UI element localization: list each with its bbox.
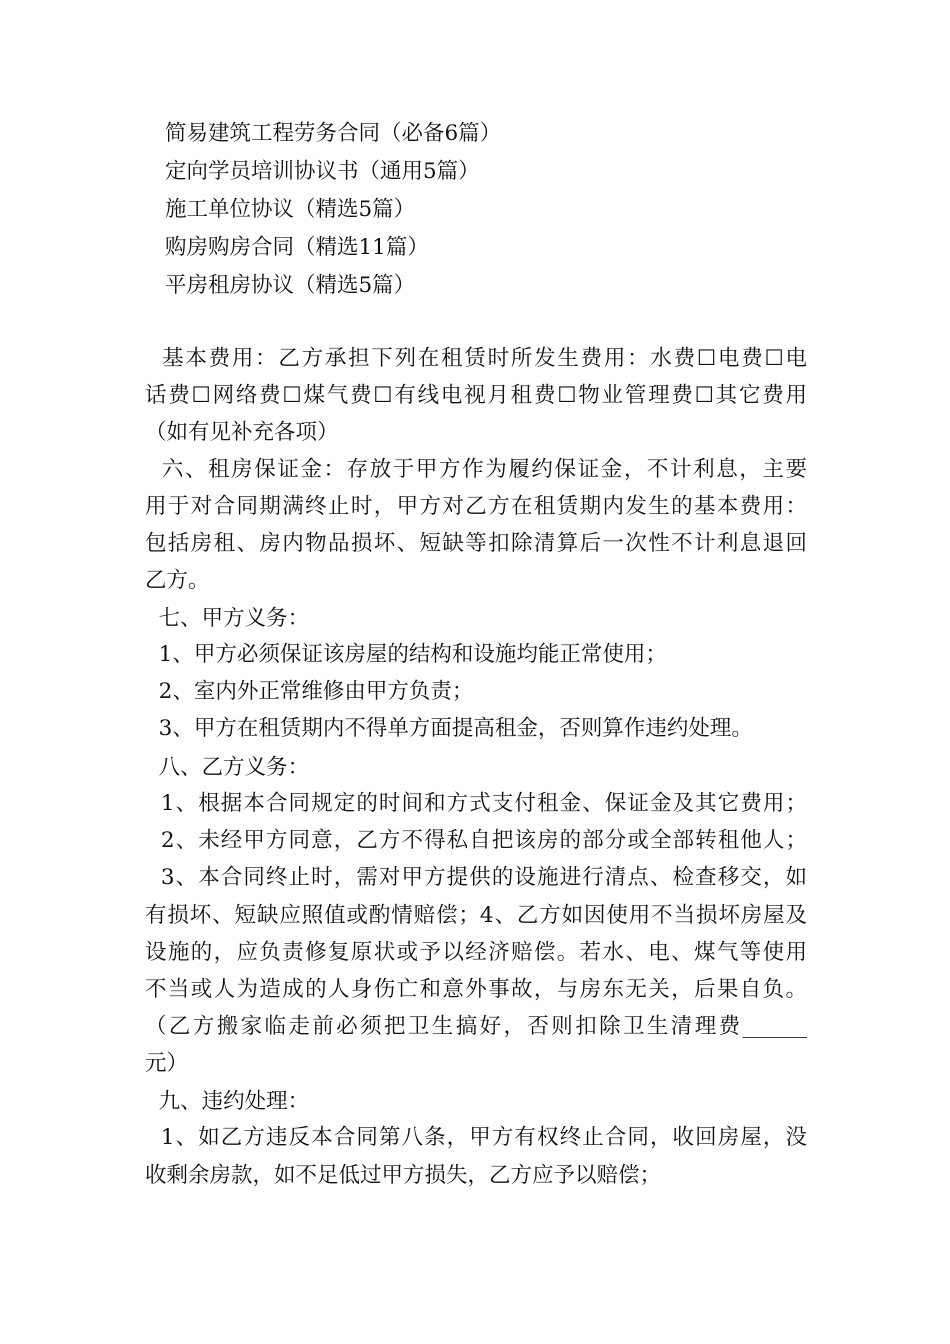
paragraph-line: （乙方搬家临走前必须把卫生搞好，否则扣除卫生清理费______ bbox=[145, 1014, 807, 1039]
related-link-4[interactable]: 购房购房合同（精选11篇） bbox=[165, 235, 429, 260]
related-link-1[interactable]: 简易建筑工程劳务合同（必备6篇） bbox=[165, 121, 502, 146]
related-link-5[interactable]: 平房租房协议（精选5篇） bbox=[165, 273, 416, 298]
list-item: 3、甲方在租赁期内不得单方面提高租金，否则算作违约处理。 bbox=[145, 716, 753, 741]
list-item: 1、根据本合同规定的时间和方式支付租金、保证金及其它费用； bbox=[145, 791, 807, 816]
paragraph-line: 不当或人为造成的人身伤亡和意外事故，与房东无关，后果自负。 bbox=[145, 977, 807, 1002]
paragraph-line: 乙方。 bbox=[145, 568, 210, 593]
paragraph-line: 收剩余房款，如不足低过甲方损失，乙方应予以赔偿； bbox=[145, 1163, 662, 1188]
list-item: 2、室内外正常维修由甲方负责； bbox=[145, 679, 474, 704]
paragraph-line: 1、如乙方违反本合同第八条，甲方有权终止合同，收回房屋，没 bbox=[145, 1125, 807, 1150]
paragraph-line: （如有见补充各项） bbox=[145, 420, 339, 445]
paragraph-line: 有损坏、短缺应照值或酌情赔偿；4、乙方如因使用不当损坏房屋及 bbox=[145, 903, 807, 928]
paragraph-line: 基本费用：乙方承担下列在租赁时所发生费用：水费☐电费☐电 bbox=[145, 346, 807, 371]
paragraph-line: 话费☐网络费☐煤气费☐有线电视月租费☐物业管理费☐其它费用 bbox=[145, 383, 807, 408]
list-item: 2、未经甲方同意，乙方不得私自把该房的部分或全部转租他人； bbox=[145, 828, 807, 853]
paragraph-line: 六、租房保证金：存放于甲方作为履约保证金，不计利息，主要 bbox=[145, 457, 807, 482]
section-heading: 九、违约处理： bbox=[145, 1089, 310, 1114]
related-link-3[interactable]: 施工单位协议（精选5篇） bbox=[165, 197, 416, 222]
paragraph-line: 设施的，应负责修复原状或予以经济赔偿。若水、电、煤气等使用 bbox=[145, 940, 807, 965]
paragraph-line: 元） bbox=[145, 1051, 189, 1076]
section-heading: 八、乙方义务： bbox=[145, 755, 310, 780]
paragraph-line: 用于对合同期满终止时，甲方对乙方在租赁期内发生的基本费用： bbox=[145, 494, 807, 519]
paragraph-line: 包括房租、房内物品损坏、短缺等扣除清算后一次性不计利息退回 bbox=[145, 531, 807, 556]
section-heading: 七、甲方义务： bbox=[145, 606, 310, 631]
paragraph-line: 3、本合同终止时，需对甲方提供的设施进行清点、检查移交，如 bbox=[145, 865, 807, 890]
list-item: 1、甲方必须保证该房屋的结构和设施均能正常使用； bbox=[145, 642, 667, 667]
related-link-2[interactable]: 定向学员培训协议书（通用5篇） bbox=[165, 159, 480, 184]
